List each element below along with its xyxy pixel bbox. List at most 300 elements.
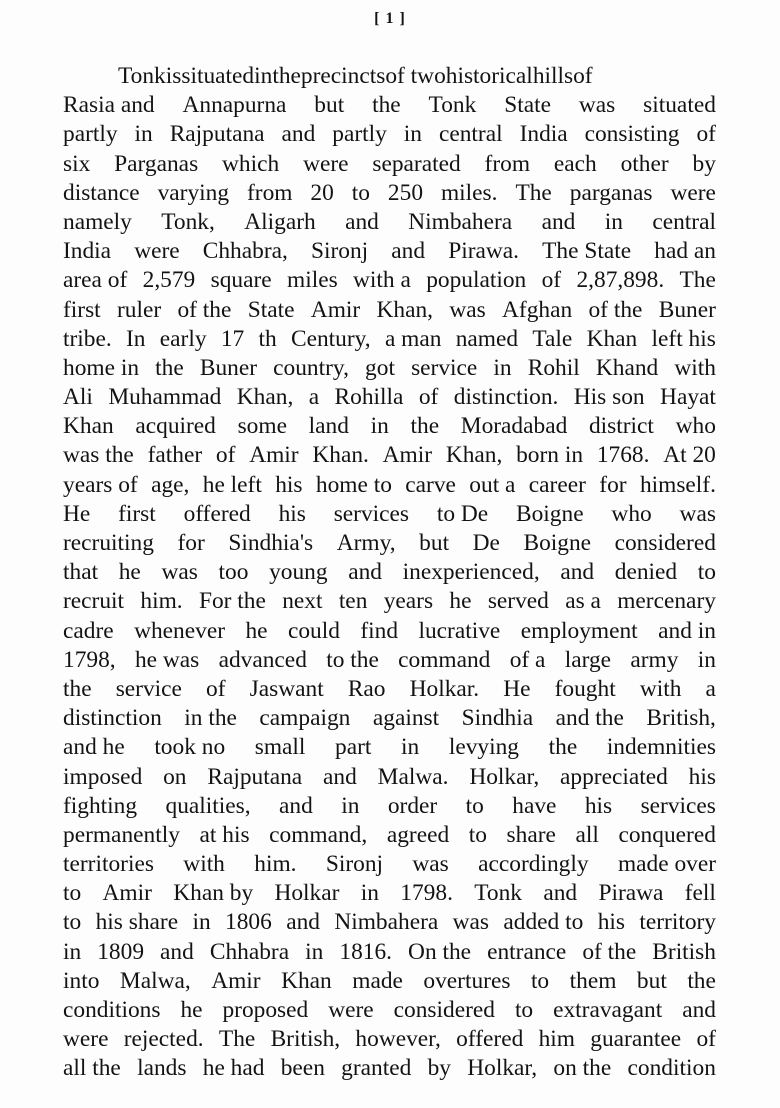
text-word: the (272, 63, 301, 89)
text-word: born in (516, 442, 584, 469)
text-word: a (308, 384, 320, 411)
text-word: acquired (135, 413, 216, 440)
text-word: each (553, 150, 597, 177)
text-word: levying (448, 734, 520, 761)
text-word: who (611, 500, 652, 527)
text-word: Khan (63, 413, 114, 440)
text-word: namely (63, 208, 132, 235)
text-word: and (682, 997, 716, 1023)
text-word: find (360, 617, 399, 644)
text-word: services (333, 500, 410, 527)
text-line (63, 325, 716, 354)
text-line (63, 558, 716, 587)
text-word: Buner (199, 354, 258, 381)
text-word: the (155, 354, 184, 381)
text-word: central (652, 208, 716, 235)
text-word: young (269, 559, 328, 586)
text-word: Khan. (312, 442, 369, 469)
text-word: he (245, 617, 268, 644)
text-word: army (630, 646, 679, 673)
text-word: 2,579 (142, 267, 196, 294)
text-word: Chhabra, (202, 238, 288, 265)
text-word: that (63, 559, 99, 586)
text-word: consisting (584, 121, 680, 148)
text-word: was the (63, 442, 134, 469)
text-word: is (165, 63, 182, 89)
text-word: appreciated (560, 763, 668, 790)
text-word: country, (273, 354, 349, 381)
text-word: Rajputana (169, 121, 265, 148)
text-word: have (512, 792, 557, 819)
text-word: was (449, 296, 486, 323)
text-word: of (541, 267, 562, 294)
text-word: him. (140, 588, 183, 615)
text-word: th (258, 325, 277, 352)
text-line (63, 850, 716, 879)
text-word: miles. (440, 179, 498, 206)
text-word: land (308, 413, 349, 440)
text-word: which (222, 150, 280, 177)
text-word: a (705, 675, 716, 702)
text-word: had an (654, 238, 716, 265)
text-word: guarantee (590, 1026, 682, 1053)
text-word: square (210, 267, 272, 294)
text-word: he had (202, 1055, 265, 1082)
text-word: in (341, 792, 360, 819)
text-word: Khan, (445, 442, 503, 469)
text-word: On the (408, 938, 472, 965)
text-word: considered (614, 530, 716, 556)
text-word: by (692, 150, 716, 177)
text-word: was (679, 500, 716, 527)
text-word: of (206, 675, 226, 702)
text-line (63, 587, 716, 616)
text-word: His son (573, 384, 645, 411)
text-word: Sironj (325, 851, 384, 878)
text-word: In (126, 325, 146, 352)
text-word: six (63, 150, 91, 177)
text-word: whenever (134, 617, 225, 644)
text-word: lands (137, 1055, 187, 1082)
text-word: next (282, 588, 323, 615)
text-word: Hayat (660, 384, 716, 411)
text-line (63, 792, 716, 821)
text-word: him. (254, 851, 297, 878)
text-word: India (519, 121, 568, 148)
text-word: against (372, 705, 440, 732)
text-word: in (305, 938, 324, 965)
text-word: some (237, 413, 287, 440)
text-word: the (410, 413, 440, 440)
text-word: He (503, 675, 531, 702)
text-word: on the (553, 1055, 612, 1082)
text-word: Amir (310, 296, 361, 323)
text-line (63, 296, 716, 325)
text-word: was (578, 92, 616, 119)
text-word: condition (627, 1055, 716, 1082)
text-line (63, 704, 716, 733)
text-word: precincts (300, 63, 386, 89)
text-word: 1798, (63, 646, 116, 673)
text-word: permanently (63, 821, 180, 848)
text-word: Amir (249, 442, 299, 469)
text-word: Century, (290, 325, 371, 352)
text-word: was (452, 909, 490, 936)
text-word: in (697, 646, 716, 673)
text-word: got (365, 354, 395, 381)
text-word: Khan (281, 967, 332, 994)
text-word: from (247, 179, 293, 206)
text-word: been (280, 1055, 325, 1082)
text-word: of two (385, 63, 446, 89)
text-word: out a (469, 471, 516, 498)
text-word: and in (658, 617, 716, 644)
text-word: of a (509, 646, 546, 673)
text-word: service (411, 354, 478, 381)
text-word: his (688, 763, 716, 790)
text-word: De (472, 530, 500, 556)
text-word: indemnities (606, 734, 716, 761)
text-word: Holkar, (467, 1055, 538, 1082)
text-word: Tale (532, 325, 573, 352)
text-word: first (63, 296, 101, 323)
text-line (63, 821, 716, 850)
text-word: Muhammad (108, 384, 222, 411)
text-word: lucrative (418, 617, 501, 644)
text-word: in (401, 734, 420, 761)
text-word: of (215, 442, 236, 469)
text-word: ruler (117, 296, 162, 323)
text-word: At 20 (663, 442, 716, 469)
text-line (63, 62, 716, 91)
text-word: and (560, 559, 595, 586)
text-word: territory (639, 909, 716, 936)
text-word: Rajputana (207, 763, 303, 790)
text-word: of the (588, 296, 643, 323)
text-line (63, 412, 716, 441)
text-word: made over (617, 851, 716, 878)
text-word: could (287, 617, 340, 644)
text-word: of the (582, 938, 637, 965)
text-word: in (370, 413, 389, 440)
text-word: and (281, 121, 316, 148)
text-word: fought (554, 675, 616, 702)
text-word: he was (134, 646, 200, 673)
text-word: imposed (63, 763, 143, 790)
text-word: took no (154, 734, 226, 761)
text-word: Amir (102, 880, 152, 907)
text-word: fighting (63, 792, 138, 819)
text-word: large (564, 646, 612, 673)
text-word: Tonk (428, 92, 477, 119)
text-word: his (584, 792, 613, 819)
text-word: were (328, 997, 374, 1023)
text-word: the (548, 734, 578, 761)
text-word: with (183, 851, 225, 878)
text-word: ten (338, 588, 368, 615)
page-number-header: [ 1 ] (374, 10, 406, 27)
text-word: with a (353, 267, 411, 294)
text-word: of (573, 63, 593, 89)
text-word: granted (341, 1055, 412, 1082)
text-word: 17 (220, 325, 245, 352)
text-word: Khan, (376, 296, 433, 323)
text-word: to (351, 179, 370, 206)
text-word: tribe. (63, 325, 112, 352)
text-word: left his (651, 325, 716, 352)
text-word: 2,87,898. (576, 267, 665, 294)
text-word: was (412, 851, 449, 878)
text-word: Pirawa. (448, 238, 520, 265)
text-word: denied (614, 559, 678, 586)
text-word: Amir (382, 442, 433, 469)
text-word: Nimbahera (334, 909, 439, 936)
text-line (63, 763, 716, 792)
text-line (63, 383, 716, 412)
text-word: partly (332, 121, 387, 148)
text-word: he (180, 997, 203, 1023)
text-line (63, 996, 716, 1025)
text-word: his share (95, 909, 179, 936)
text-word: Army, (336, 530, 396, 556)
text-word: home in (63, 354, 140, 381)
text-word: named (455, 325, 519, 352)
text-word: however, (355, 1026, 441, 1053)
text-word: Sindhia (461, 705, 534, 732)
text-word: area of (63, 267, 128, 294)
text-word: father (147, 442, 203, 469)
text-word: his (597, 909, 625, 936)
text-word: to (465, 792, 484, 819)
text-word: and (345, 208, 379, 235)
text-word: Parganas (114, 150, 199, 177)
text-word: The State (542, 238, 632, 265)
text-word: historical (445, 63, 533, 89)
text-word: distance (63, 179, 140, 206)
text-word: first (118, 500, 156, 527)
text-word: but (314, 92, 345, 119)
text-line (63, 471, 716, 500)
text-word: he left (202, 471, 262, 498)
text-word: proposed (222, 997, 309, 1023)
text-word: Holkar (274, 880, 340, 907)
text-word: population (426, 267, 527, 294)
text-word: accordingly (478, 851, 589, 878)
text-word: Afghan (502, 296, 573, 323)
text-word: Tonk (474, 880, 522, 907)
text-word: Holkar. (409, 675, 480, 702)
text-word: Aligarh (244, 208, 316, 235)
text-word: Buner (658, 296, 716, 323)
text-word: and (323, 763, 357, 790)
text-word: to De (436, 500, 489, 527)
text-word: district (588, 413, 654, 440)
text-word: order (387, 792, 438, 819)
text-line (63, 237, 716, 266)
text-line (63, 938, 716, 967)
text-line (63, 208, 716, 237)
text-line (63, 529, 716, 558)
text-word: for (177, 530, 205, 556)
text-word: in (63, 938, 82, 965)
text-word: considered (393, 997, 495, 1023)
text-word: command, (269, 821, 368, 848)
text-word: Chhabra (209, 938, 290, 965)
text-word: Annapurna (182, 92, 287, 119)
text-word: campaign (259, 705, 351, 732)
text-word: by (427, 1055, 451, 1082)
text-word: all (575, 821, 599, 848)
text-word: distinction. (453, 384, 559, 411)
text-word: Rao (347, 675, 386, 702)
text-word: but (419, 530, 450, 556)
text-word: recruit (63, 588, 125, 615)
text-word: were (303, 150, 349, 177)
text-word: and (160, 938, 194, 965)
text-word: and (286, 909, 320, 936)
text-word: to (514, 997, 534, 1023)
text-word: in (604, 208, 623, 235)
text-word: British (652, 938, 716, 965)
text-word: territories (63, 851, 154, 878)
text-word: Malwa, (119, 967, 191, 994)
text-line (63, 354, 716, 383)
text-word: 1809 (97, 938, 145, 965)
text-word: age, (151, 471, 190, 498)
text-word: were (670, 179, 716, 206)
text-word: miles (287, 267, 338, 294)
text-word: mercenary (617, 588, 716, 615)
text-word: he (449, 588, 472, 615)
text-word: and (541, 208, 576, 235)
text-line (63, 1054, 716, 1083)
text-word: He (63, 500, 91, 527)
text-word: Khan by (173, 880, 254, 907)
text-word: years (383, 588, 434, 615)
text-word: Boigne (523, 530, 592, 556)
text-word: The (679, 267, 716, 294)
text-word: situated (643, 92, 716, 119)
text-word: but (636, 967, 667, 994)
text-word: part (335, 734, 372, 761)
text-word: on (163, 763, 187, 790)
text-word: he (118, 559, 141, 586)
text-line (63, 150, 716, 179)
text-word: and he (63, 734, 125, 761)
text-word: share (506, 821, 556, 848)
text-word: Pirawa (598, 880, 664, 907)
text-word: overtures (423, 967, 511, 994)
text-word: Tonk, (161, 208, 215, 235)
text-word: Ali (63, 384, 93, 411)
text-word: the (372, 92, 401, 119)
text-line (63, 500, 716, 529)
text-word: of (696, 121, 716, 148)
text-line (63, 91, 716, 120)
text-word: small (254, 734, 306, 761)
text-line (63, 266, 716, 295)
text-word: British, (270, 1026, 341, 1053)
text-word: conditions (63, 997, 161, 1023)
text-word: The (515, 179, 552, 206)
text-word: fell (684, 880, 716, 907)
text-word: in the (184, 705, 237, 732)
text-word: and (348, 559, 382, 586)
text-word: in (493, 354, 512, 381)
text-word: separated (372, 150, 461, 177)
text-word: for (599, 471, 627, 498)
text-word: of the (177, 296, 232, 323)
text-word: and (279, 792, 313, 819)
text-word: served (487, 588, 549, 615)
text-word: to (63, 909, 82, 936)
text-word: command (398, 646, 491, 673)
text-word: entrance (487, 938, 567, 965)
text-word: from (484, 150, 531, 177)
text-word: partly (63, 121, 118, 148)
text-word: Sindhia's (228, 530, 314, 556)
text-word: and (391, 238, 426, 265)
text-word: qualities, (165, 792, 251, 819)
text-word: to (468, 821, 487, 848)
text-word: with (639, 675, 682, 702)
text-word: in (403, 121, 422, 148)
text-word: made (352, 967, 403, 994)
text-word: 1806 (225, 909, 272, 936)
text-word: Rohilla (334, 384, 404, 411)
text-word: service (115, 675, 182, 702)
text-word: extravagant (553, 997, 663, 1023)
text-word: into (63, 967, 100, 994)
text-word: Jaswant (249, 675, 324, 702)
text-word: were (63, 1026, 109, 1053)
text-word: Amir (211, 967, 261, 994)
text-word: his (278, 500, 306, 527)
text-word: Nimbahera (408, 208, 513, 235)
text-line (63, 617, 716, 646)
text-word: himself. (639, 471, 716, 498)
text-word: of (696, 1026, 716, 1053)
text-word: all the (63, 1055, 121, 1082)
text-word: and the (555, 705, 624, 732)
text-word: parganas (569, 179, 653, 206)
text-word: Khan (586, 325, 638, 352)
text-word: his (275, 471, 303, 498)
text-word: 1798. (400, 880, 453, 907)
text-word: home to (315, 471, 392, 498)
text-word: Khand (595, 354, 659, 381)
text-word: Malwa. (377, 763, 449, 790)
text-word: conquered (618, 821, 716, 848)
text-word: hills (532, 63, 574, 89)
text-word: him (538, 1026, 575, 1053)
text-word: offered (183, 500, 251, 527)
text-word: 250 (387, 179, 424, 206)
text-word: them (569, 967, 617, 994)
text-word: to the (326, 646, 379, 673)
text-word: in (192, 909, 211, 936)
text-word: early (159, 325, 207, 352)
text-word: Sironj (310, 238, 369, 265)
text-word: too (218, 559, 249, 586)
text-word: Khan, (236, 384, 294, 411)
text-word: was (161, 559, 198, 586)
text-word: in (134, 121, 153, 148)
text-word: Tonk (118, 63, 166, 89)
text-word: central (438, 121, 503, 148)
text-word: varying (157, 179, 230, 206)
text-line (63, 733, 716, 762)
